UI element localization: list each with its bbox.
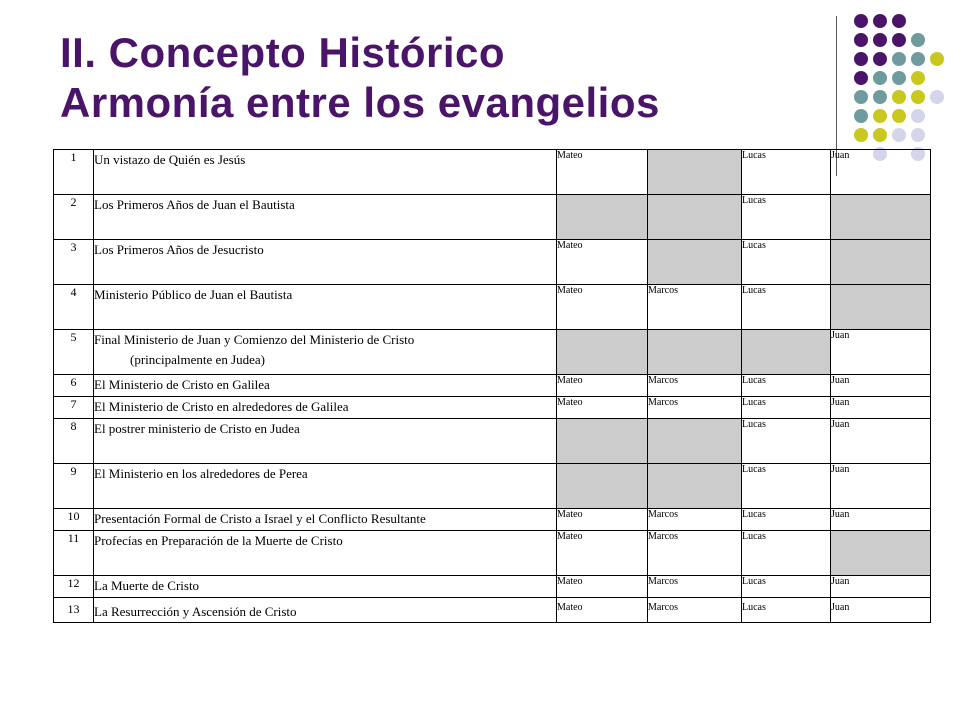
cell-lucas: Lucas bbox=[742, 464, 831, 509]
cell-marcos bbox=[648, 464, 742, 509]
table-row bbox=[54, 509, 931, 531]
row-topic bbox=[94, 330, 557, 375]
topic-text: Un vistazo de Quién es Jesús bbox=[94, 152, 246, 167]
cell-juan: Juan bbox=[831, 509, 931, 531]
cell-juan bbox=[831, 531, 931, 576]
cell-mateo: Mateo bbox=[557, 397, 648, 419]
row-topic bbox=[94, 195, 557, 240]
cell-marcos: Marcos bbox=[648, 598, 742, 623]
row-number: 5 bbox=[54, 330, 94, 375]
cell-lucas: Lucas bbox=[742, 150, 831, 195]
cell-lucas: Lucas bbox=[742, 240, 831, 285]
cell-lucas: Lucas bbox=[742, 598, 831, 623]
row-number: 9 bbox=[54, 464, 94, 509]
decor-dot bbox=[911, 128, 925, 142]
decor-dot bbox=[854, 14, 868, 28]
topic-text: El postrer ministerio de Cristo en Judea bbox=[94, 421, 300, 436]
topic-text: El Ministerio de Cristo en alrededores de Galilea bbox=[94, 399, 349, 414]
topic-text: La Resurrección y Ascensión de Cristo bbox=[94, 604, 297, 619]
row-topic bbox=[94, 464, 557, 509]
row-number: 7 bbox=[54, 397, 94, 419]
decor-dot bbox=[873, 33, 887, 47]
title-line-1: II. Concepto Histórico bbox=[60, 29, 506, 76]
row-number: 10 bbox=[54, 509, 94, 531]
cell-juan: Juan bbox=[831, 150, 931, 195]
decor-dot bbox=[873, 90, 887, 104]
cell-lucas: Lucas bbox=[742, 285, 831, 330]
cell-juan: Juan bbox=[831, 330, 931, 375]
cell-lucas: Lucas bbox=[742, 195, 831, 240]
row-topic bbox=[94, 531, 557, 576]
row-topic bbox=[94, 240, 557, 285]
decorative-dot-grid bbox=[846, 10, 956, 160]
row-number: 4 bbox=[54, 285, 94, 330]
table-row bbox=[54, 397, 931, 419]
cell-mateo: Mateo bbox=[557, 240, 648, 285]
decor-dot bbox=[854, 128, 868, 142]
row-number: 2 bbox=[54, 195, 94, 240]
decor-dot bbox=[854, 52, 868, 66]
cell-mateo: Mateo bbox=[557, 531, 648, 576]
cell-mateo: Mateo bbox=[557, 509, 648, 531]
table-row bbox=[54, 375, 931, 397]
row-number: 11 bbox=[54, 531, 94, 576]
cell-mateo: Mateo bbox=[557, 375, 648, 397]
cell-juan bbox=[831, 240, 931, 285]
decor-dot bbox=[892, 33, 906, 47]
decor-dot bbox=[873, 71, 887, 85]
decor-dot bbox=[854, 71, 868, 85]
cell-juan: Juan bbox=[831, 464, 931, 509]
table-row bbox=[54, 576, 931, 598]
table-row bbox=[54, 195, 931, 240]
cell-mateo bbox=[557, 195, 648, 240]
table-row bbox=[54, 464, 931, 509]
cell-juan bbox=[831, 195, 931, 240]
cell-mateo: Mateo bbox=[557, 150, 648, 195]
row-topic bbox=[94, 150, 557, 195]
cell-mateo: Mateo bbox=[557, 285, 648, 330]
decor-dot bbox=[930, 52, 944, 66]
topic-text: Profecías en Preparación de la Muerte de Cristo bbox=[94, 533, 343, 548]
cell-marcos: Marcos bbox=[648, 576, 742, 598]
topic-text: Final Ministerio de Juan y Comienzo del Ministerio de Cristo bbox=[94, 332, 415, 347]
topic-text: El Ministerio en los alrededores de Perea bbox=[94, 466, 308, 481]
decor-dot bbox=[892, 109, 906, 123]
decor-dot bbox=[873, 14, 887, 28]
topic-text: Ministerio Público de Juan el Bautista bbox=[94, 287, 293, 302]
decor-dot bbox=[892, 14, 906, 28]
cell-mateo bbox=[557, 464, 648, 509]
table-row bbox=[54, 150, 931, 195]
decor-dot bbox=[854, 33, 868, 47]
cell-marcos: Marcos bbox=[648, 509, 742, 531]
gospel-harmony-table bbox=[53, 149, 931, 623]
decor-dot bbox=[873, 128, 887, 142]
row-topic bbox=[94, 375, 557, 397]
cell-lucas: Lucas bbox=[742, 531, 831, 576]
topic-subtext: (principalmente en Judea) bbox=[130, 352, 265, 367]
cell-marcos bbox=[648, 330, 742, 375]
cell-juan: Juan bbox=[831, 419, 931, 464]
decor-dot bbox=[911, 71, 925, 85]
cell-marcos bbox=[648, 240, 742, 285]
cell-juan: Juan bbox=[831, 598, 931, 623]
cell-mateo: Mateo bbox=[557, 576, 648, 598]
table-row bbox=[54, 285, 931, 330]
cell-mateo bbox=[557, 330, 648, 375]
decor-dot bbox=[930, 90, 944, 104]
decor-dot bbox=[892, 128, 906, 142]
cell-lucas: Lucas bbox=[742, 397, 831, 419]
table-row bbox=[54, 598, 931, 623]
decor-dot bbox=[854, 109, 868, 123]
decor-dot bbox=[911, 90, 925, 104]
cell-lucas: Lucas bbox=[742, 419, 831, 464]
row-number: 12 bbox=[54, 576, 94, 598]
row-topic bbox=[94, 598, 557, 623]
title-line-2: Armonía entre los evangelios bbox=[60, 79, 660, 126]
cell-marcos: Marcos bbox=[648, 285, 742, 330]
cell-juan: Juan bbox=[831, 576, 931, 598]
cell-marcos: Marcos bbox=[648, 375, 742, 397]
cell-marcos bbox=[648, 150, 742, 195]
table-row bbox=[54, 419, 931, 464]
row-topic bbox=[94, 576, 557, 598]
decor-dot bbox=[892, 90, 906, 104]
cell-mateo bbox=[557, 419, 648, 464]
decor-dot bbox=[892, 52, 906, 66]
table-row bbox=[54, 531, 931, 576]
row-number: 3 bbox=[54, 240, 94, 285]
topic-text: La Muerte de Cristo bbox=[94, 578, 200, 593]
decor-dot bbox=[873, 52, 887, 66]
topic-text: Los Primeros Años de Juan el Bautista bbox=[94, 197, 295, 212]
topic-text: El Ministerio de Cristo en Galilea bbox=[94, 377, 270, 392]
cell-juan: Juan bbox=[831, 397, 931, 419]
cell-marcos: Marcos bbox=[648, 397, 742, 419]
cell-juan: Juan bbox=[831, 375, 931, 397]
cell-lucas: Lucas bbox=[742, 576, 831, 598]
row-number: 6 bbox=[54, 375, 94, 397]
decor-dot bbox=[854, 90, 868, 104]
row-topic bbox=[94, 285, 557, 330]
cell-mateo: Mateo bbox=[557, 598, 648, 623]
row-topic bbox=[94, 509, 557, 531]
row-topic bbox=[94, 419, 557, 464]
decor-dot bbox=[911, 109, 925, 123]
cell-lucas: Lucas bbox=[742, 509, 831, 531]
row-number: 8 bbox=[54, 419, 94, 464]
slide-title bbox=[60, 28, 830, 128]
row-number: 1 bbox=[54, 150, 94, 195]
cell-marcos: Marcos bbox=[648, 531, 742, 576]
row-topic bbox=[94, 397, 557, 419]
cell-marcos bbox=[648, 195, 742, 240]
decor-dot bbox=[892, 71, 906, 85]
decor-dot bbox=[911, 33, 925, 47]
table-row bbox=[54, 240, 931, 285]
topic-text: Los Primeros Años de Jesucristo bbox=[94, 242, 264, 257]
decor-dot bbox=[911, 52, 925, 66]
cell-lucas bbox=[742, 330, 831, 375]
decor-dot bbox=[873, 109, 887, 123]
cell-juan bbox=[831, 285, 931, 330]
topic-text: Presentación Formal de Cristo a Israel y el Conflicto Resultante bbox=[94, 511, 426, 526]
cell-lucas: Lucas bbox=[742, 375, 831, 397]
cell-marcos bbox=[648, 419, 742, 464]
row-number: 13 bbox=[54, 598, 94, 623]
table-row bbox=[54, 330, 931, 375]
